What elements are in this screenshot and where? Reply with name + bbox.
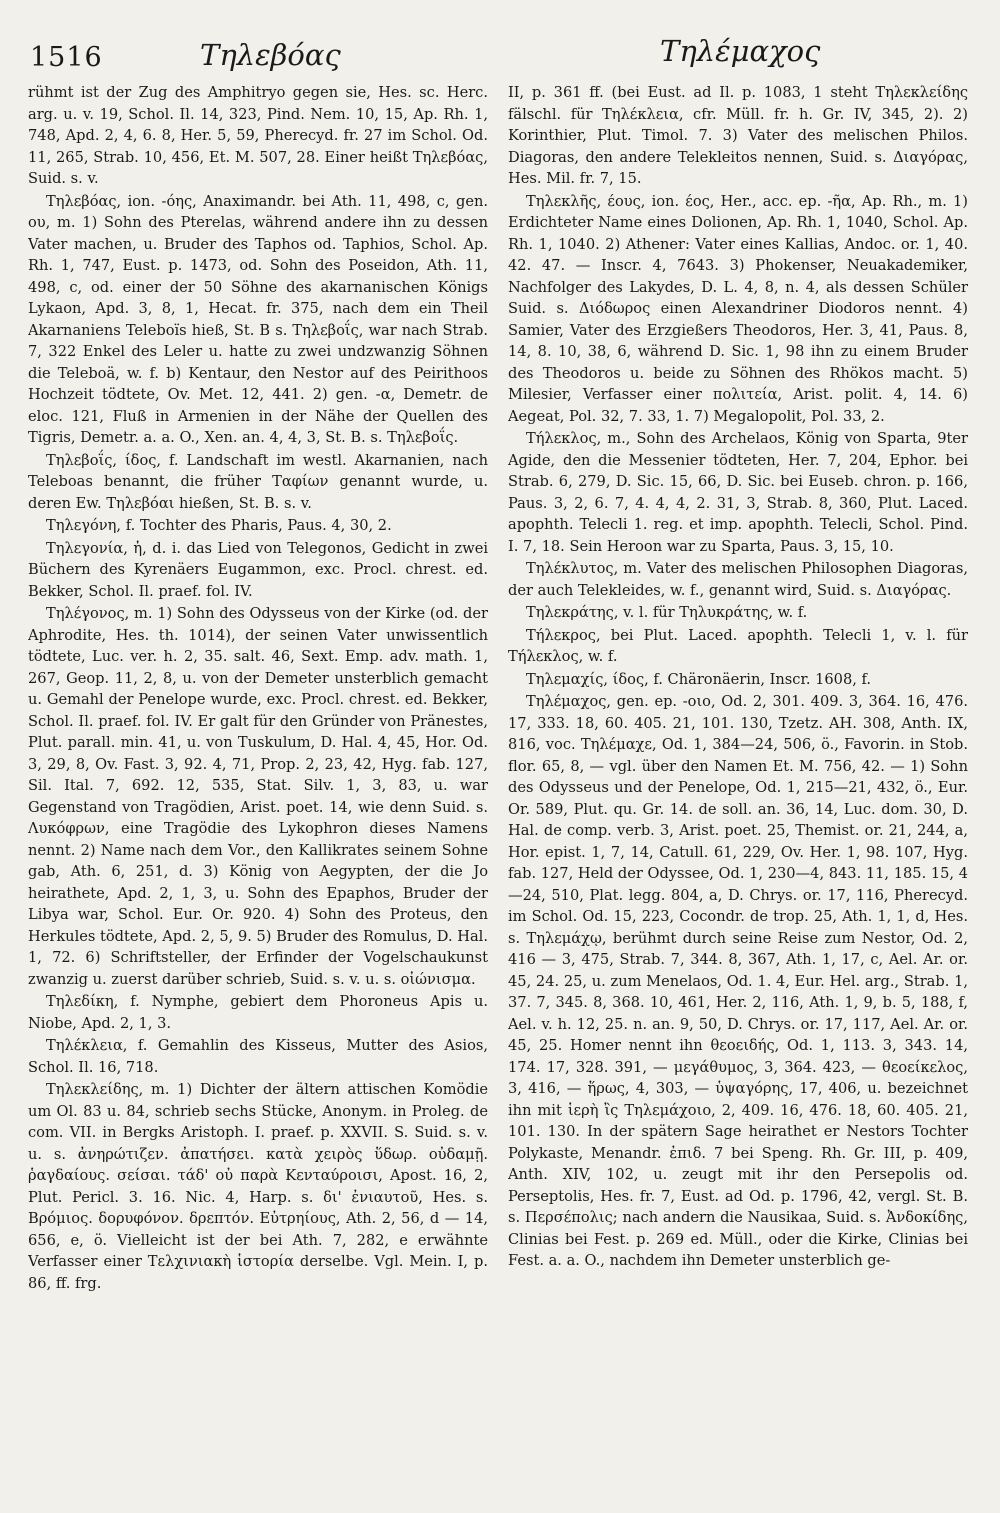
- entry-paragraph: Τηλεκράτης, v. l. für Τηλυκράτης, w. f.: [526, 604, 808, 621]
- left-column: [28, 82, 488, 1500]
- entry-paragraph: Τηλεδίκη, f. Nymphe, gebiert dem Phoroneus Apis u. Niobe, Apd. 2, 1, 3.: [28, 993, 488, 1032]
- page-number: 1516: [30, 42, 103, 73]
- entry-paragraph: Τήλεκρος, bei Plut. Laced. apophth. Telecli 1, v. l. für Τήλεκλος, w. f.: [508, 626, 968, 665]
- entry-paragraph: Τηλέγονος, m. 1) Sohn des Odysseus von der Kirke (od. der Aphrodite, Hes. th. 1014), der seinen Vater unwissentlich tödtete, Luc. ver. h. 2, 35. salt. 46, Sext. Emp. adv. math. 1, 267, Geop. 11, 2, 8, u. von der Demeter unsterblich gemacht u. Gemahl der Penelope wurde, exc. Procl. chrest. ed. Bekker, Schol. Il. praef. fol. IV. Er galt für den Gründer von Pränestes, Plut. parall. min. 41, u. von Tuskulum, D. Hal. 4, 45, Hor. Od. 3, 29, 8, Ov. Fast. 3, 92. 4, 71, Prop. 2, 23, 42, Hyg. fab. 127, Sil. Ital. 7, 692. 12, 535, Stat. Silv. 1, 3, 83, u. war Gegenstand von Tragödien, Arist. poet. 14, wie denn Suid. s. Λυκόφρων, eine Tragödie des Lykophron dieses Namens nennt. 2) Name nach dem Vor., den Kallikrates seinem Sohne gab, Ath. 6, 251, d. 3) König von Aegypten, der die Jo heirathete, Apd. 2, 1, 3, u. Sohn des Epaphos, Bruder der Libya war, Schol. Eur. Or. 920. 4) Sohn des Proteus, den Herkules tödtete, Apd. 2, 5, 9. 5) Bruder des Romulus, D. Hal. 1, 72. 6) Schriftsteller, der Erfinder der Vogelschaukunst zwanzig u. zuerst darüber schrieb, Suid. s. v. u. s. οἰώνισμα.: [28, 605, 488, 988]
- entry-paragraph: II, p. 361 ff. (bei Eust. ad Il. p. 1083, 1 steht Τηλεκλείδης fälschl. für Τηλέκλεια, cfr. Müll. fr. h. Gr. IV, 345, 2). 2) Korinthier, Plut. Timol. 7. 3) Vater des melischen Philos. Diagoras, den andere Telekleitos nennen, Suid. s. Διαγόρας, Hes. Mil. fr. 7, 15.: [508, 84, 968, 187]
- entry-paragraph: rühmt ist der Zug des Amphitryo gegen sie, Hes. sc. Herc. arg. u. v. 19, Schol. Il. 14, 323, Pind. Nem. 10, 15, Ap. Rh. 1, 748, Apd. 2, 4, 6. 8, Her. 5, 59, Pherecyd. fr. 27 im Schol. Od. 11, 265, Strab. 10, 456, Et. M. 507, 28. Einer heißt Τηλεβόας, Suid. s. v.: [28, 84, 488, 187]
- entry-paragraph: Τηλεκλῆς, έους, ion. έος, Her., acc. ep. -ῆα, Ap. Rh., m. 1) Erdichteter Name eines Dolionen, Ap. Rh. 1, 1040, Schol. Ap. Rh. 1, 1040. 2) Athener: Vater eines Kallias, Andoc. or. 1, 40. 42. 47. — Inscr. 4, 7643. 3) Phokenser, Neuakademiker, Nachfolger des Lakydes, D. L. 4, 8, n. 4, als dessen Schüler Suid. s. Διόδωρος einen Alexandriner Diodoros nennt. 4) Samier, Vater des Erzgießers Theodoros, Her. 3, 41, Paus. 8, 14, 8. 10, 38, 6, während D. Sic. 1, 98 ihn zu einem Bruder des Theodoros u. beide zu Söhnen des Rhökos macht. 5) Milesier, Verfasser einer πολιτεία, Arist. polit. 4, 14. 6) Aegeat, Pol. 32, 7. 33, 1. 7) Megalopolit, Pol. 33, 2.: [508, 192, 968, 425]
- entry-paragraph: Τηλέκλυτος, m. Vater des melischen Philosophen Diagoras, der auch Telekleides, w. f., genannt wird, Suid. s. Διαγόρας.: [508, 560, 968, 599]
- entry-paragraph: Τηλέκλεια, f. Gemahlin des Kisseus, Mutter des Asios, Schol. Il. 16, 718.: [28, 1037, 488, 1076]
- page-header: [0, 34, 1000, 78]
- left-running-head: Τηλεβόας: [200, 38, 341, 72]
- right-running-head: Τηλέμαχος: [660, 34, 821, 68]
- entry-paragraph: Τηλεγονία, ἡ, d. i. das Lied von Telegonos, Gedicht in zwei Büchern des Kyrenäers Eugammon, exc. Procl. chrest. ed. Bekker, Schol. Il. praef. fol. IV.: [28, 539, 488, 600]
- right-column: [508, 82, 968, 1500]
- entry-paragraph: Τηλεκλείδης, m. 1) Dichter der ältern attischen Komödie um Ol. 83 u. 84, schrieb sechs Stücke, Anonym. in Proleg. de com. VII. in Bergks Aristoph. I. praef. p. XXVII. S. Suid. s. v. u. s. ἀνηρώτιζεν. ἀπατήσει. κατὰ χειρὸς ὕδωρ. οὐδαμῇ. ῥαγδαίους. σείσαι. τάδ' οὐ παρὰ Κενταύροισι, Apost. 16, 2, Plut. Pericl. 3. 16. Nic. 4, Harp. s. δι' ἐνιαυτοῦ, Hes. s. Βρόμιος. δορυφόνον. δρεπτόν. Εὐτρηίους, Ath. 2, 56, d — 14, 656, e, ö. Vielleicht ist der bei Ath. 7, 282, e erwähnte Verfasser einer Τελχινιακὴ ἱστορία derselbe. Vgl. Mein. I, p. 86, ff. frg.: [28, 1081, 488, 1292]
- entry-paragraph: Τηλέμαχος, gen. ep. -οιο, Od. 2, 301. 409. 3, 364. 16, 476. 17, 333. 18, 60. 405. 21, 101. 130, Tzetz. AH. 308, Anth. IX, 816, voc. Τηλέμαχε, Od. 1, 384—24, 506, ö., Favorin. in Stob. flor. 65, 8, — vgl. über den Namen Et. M. 756, 42. — 1) Sohn des Odysseus und der Penelope, Od. 1, 215—21, 432, ö., Eur. Or. 589, Plut. qu. Gr. 14. de soll. an. 36, 14, Luc. dom. 30, D. Hal. de comp. verb. 3, Arist. poet. 25, Themist. or. 21, 244, a, Hor. epist. 1, 7, 14, Catull. 61, 229, Ov. Her. 1, 98. 107, Hyg. fab. 127, Held der Odyssee, Od. 1, 230—4, 843. 11, 185. 15, 4—24, 510, Plat. legg. 804, a, D. Chrys. or. 17, 116, Pherecyd. im Schol. Od. 15, 223, Cocondr. de trop. 25, Ath. 1, 1, d, Hes. s. Τηλεμάχῳ, berühmt durch seine Reise zum Nestor, Od. 2, 416 — 3, 475, Strab. 7, 344. 8, 367, Ath. 1, 17, c, Ael. Ar. or. 45, 24. 25, u. zum Menelaos, Od. 1. 4, Eur. Hel. arg., Strab. 1, 37. 7, 345. 8, 368. 10, 461, Her. 2, 116, Ath. 1, 9, b. 5, 188, f, Ael. v. h. 12, 25. n. an. 9, 50, D. Chrys. or. 17, 117, Ael. Ar. or. 45, 25. Homer nennt ihn θεοειδής, Od. 1, 113. 3, 343. 14, 174. 17, 328. 391, — μεγάθυμος, 3, 364. 423, — θεοείκελος, 3, 416, — ἥρως, 4, 303, — ὑψαγόρης, 17, 406, u. bezeichnet ihn mit ἱερὴ ἲς Τηλεμάχοιο, 2, 409. 16, 476. 18, 60. 405. 21, 101. 130. In der spätern Sage heirathet er Nestors Tochter Polykaste, Menandr. ἐπιδ. 7 bei Speng. Rh. Gr. III, p. 409, Anth. XIV, 102, u. zeugt mit ihr den Persepolis od. Perseptolis, Hes. fr. 7, Eust. ad Od. p. 1796, 42, vergl. St. B. s. Περσέπολις; nach andern die Nausikaa, Suid. s. Ἀνδοκίδης, Clinias bei Fest. p. 269 ed. Müll., oder die Kirke, Clinias bei Fest. a. a. O., nachdem ihn Demeter unsterblich ge-: [508, 693, 968, 1269]
- entry-paragraph: Τηλεγόνη, f. Tochter des Pharis, Paus. 4, 30, 2.: [46, 517, 392, 534]
- entry-paragraph: Τηλεβοΐς, ίδος, f. Landschaft im westl. Akarnanien, nach Teleboas benannt, die früher Ταφίων genannt wurde, u. deren Ew. Τηλεβόαι hießen, St. B. s. v.: [28, 451, 488, 512]
- entry-paragraph: Τηλεβόας, ion. -όης, Anaximandr. bei Ath. 11, 498, c, gen. ου, m. 1) Sohn des Pterelas, während andere ihn zu dessen Vater machen, u. Bruder des Taphos od. Taphios, Schol. Ap. Rh. 1, 747, Eust. p. 1473, od. Sohn des Poseidon, Ath. 11, 498, c, od. einer der 50 Söhne des akarnanischen Königs Lykaon, Apd. 3, 8, 1, Hecat. fr. 375, nach dem ein Theil Akarnaniens Teleboïs hieß, St. B s. Τηλεβοΐς, war nach Strab. 7, 322 Enkel des Leler u. hatte zu zwei undzwanzig Söhnen die Teleboä, w. f. b) Kentaur, den Nestor auf des Peirithoos Hochzeit tödtete, Ov. Met. 12, 441. 2) gen. -α, Demetr. de eloc. 121, Fluß in Armenien in der Nähe der Quellen des Tigris, Demetr. a. a. O., Xen. an. 4, 4, 3, St. B. s. Τηλεβοΐς.: [28, 192, 488, 446]
- entry-paragraph: Τηλεμαχίς, ίδος, f. Chäronäerin, Inscr. 1608, f.: [526, 670, 872, 688]
- entry-paragraph: Τήλεκλος, m., Sohn des Archelaos, König von Sparta, 9ter Agide, den die Messenier tödteten, Her. 7, 204, Ephor. bei Strab. 6, 279, D. Sic. 15, 66, D. Sic. bei Euseb. chron. p. 166, Paus. 3, 2, 6. 7, 4. 4, 4, 2. 31, 3, Strab. 8, 360, Plut. Laced. apophth. Telecli 1. reg. et imp. apophth. Telecli, Schol. Pind. I. 7, 18. Sein Heroon war zu Sparta, Paus. 3, 15, 10.: [508, 430, 968, 555]
